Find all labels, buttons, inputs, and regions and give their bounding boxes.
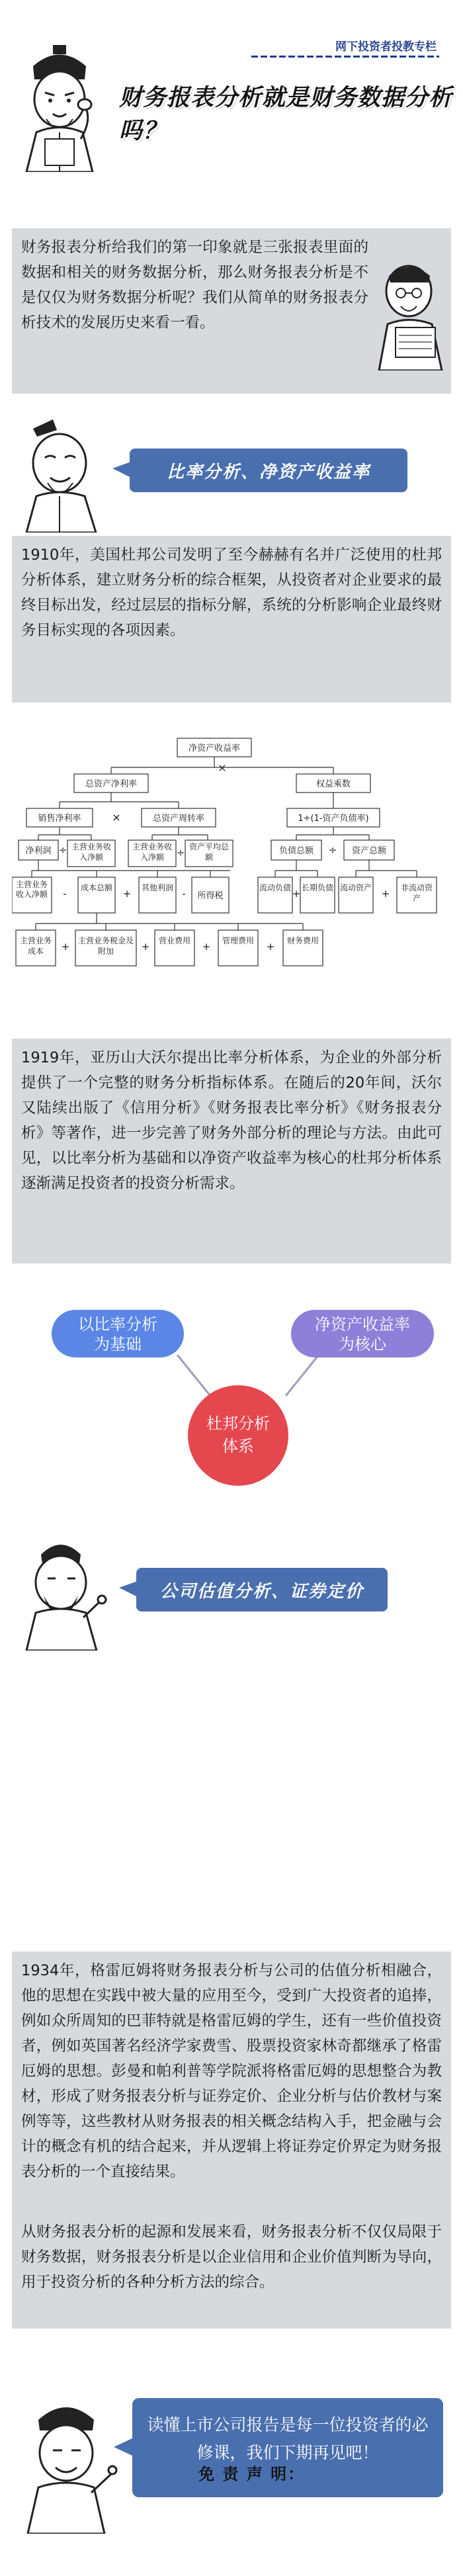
dupont-l4-a: 主营业务收入净额 [15, 880, 48, 899]
graham-history-panel [12, 1952, 451, 2329]
concept-left-line2: 为基础 [94, 1335, 142, 1353]
page-title: 财务报表分析就是财务数据分析吗？ [119, 85, 453, 144]
intro-text: 财务报表分析给我们的第一印象就是三张报表里面的数据和相关的财务数据分析，那么财务报表分析是不是仅仅为财务数据分析呢？我们从简单的财务报表分析技术的发展历史来看一看。 [21, 239, 368, 331]
dupont-l4-g-op: + [381, 888, 390, 900]
dupont-l3-d: 资产平均总额 [189, 842, 229, 862]
concept-right-line2: 为核心 [339, 1335, 386, 1353]
dupont-l5-a: 主营业务成本 [19, 936, 52, 956]
scholar-reading-icon [369, 255, 455, 370]
dupont-l5-b-op: + [141, 941, 150, 953]
concept-center-line2: 体系 [222, 1437, 254, 1455]
dupont-l4-a-op: - [63, 888, 67, 900]
dupont-l4-h: 非流动资产 [400, 883, 433, 903]
header [0, 0, 463, 192]
dupont-l5-d: 管理费用 [222, 936, 254, 945]
dupont-l3-e-op: ÷ [328, 844, 337, 856]
scholar-smiling-icon [13, 417, 112, 533]
dupont-history-panel [12, 536, 451, 703]
dupont-l3-e: 负债总额 [278, 846, 314, 856]
dupont-l3-c: 主营业务收入净额 [132, 842, 172, 862]
section-heading-valuation: 公司估值分析、证券定价 [136, 1568, 388, 1611]
dupont-l5-d-op: + [266, 941, 275, 953]
dupont-l4-g: 流动资产 [340, 883, 372, 892]
scholar-thinking-icon [7, 40, 112, 172]
dupont-l3-a-op: ÷ [58, 844, 67, 856]
dupont-l4-e-op: + [292, 888, 301, 900]
summary-text: 从财务报表分析的起源和发展来看，财务报表分析不仅仅局限于财务数据，财务报表分析是以企业信用和企业价值判断为导向，用于投资分析的各种分析方法的综合。 [21, 2223, 442, 2291]
concept-center-node [188, 1385, 288, 1486]
dupont-l3-f: 资产总额 [351, 846, 387, 856]
concept-left-line1: 以比率分析 [78, 1315, 157, 1334]
scholar-pointing-icon [13, 2395, 119, 2534]
dupont-l5-e: 财务费用 [286, 936, 319, 945]
dupont-l1-op: × [218, 761, 227, 774]
dupont-l4-d: 所得税 [197, 891, 224, 901]
concept-diagram [0, 1297, 463, 1495]
dupont-l1-right: 权益乘数 [316, 779, 351, 789]
dupont-l4-e: 流动负债 [259, 883, 291, 892]
dupont-l4-c-op: - [182, 888, 186, 900]
dupont-l5-b: 主营业务税金及附加 [77, 936, 134, 956]
scholar-bearded-icon [15, 1535, 114, 1651]
closing-quote: 读懂上市公司报告是每一位投资者的必修课，我们下期再见吧！ [132, 2398, 443, 2497]
dupont-l2-b: 总资产周转率 [152, 814, 205, 824]
dupont-l5-c-op: + [202, 941, 211, 953]
dupont-l3-c-op: ÷ [176, 847, 185, 859]
disclaimer-title: 免 责 声 明： [198, 2465, 306, 2483]
dupont-l2-op: × [112, 811, 121, 824]
wall-history-text: 1919年，亚历山大沃尔提出比率分析体系，为企业的外部分析提供了一个完整的财务分析指标体系。在随后的20年间，沃尔又陆续出版了《信用分析》《财务报表比率分析》《财务报表分析》等著作，进一步完善了财务外部分析的理论与方法。由此可见，以比率分析为基础和以净资产收益率为核心的杜邦分析体系逐渐满足投资者的投资分析需求。 [21, 1049, 442, 1192]
dupont-l2-a: 销售净利率 [38, 814, 81, 824]
dupont-root: 净资产收益率 [188, 744, 241, 753]
dupont-l2-c: 1÷(1-资产负债率) [298, 814, 369, 824]
header-underline [251, 56, 439, 58]
wall-history-panel [12, 1039, 451, 1264]
dupont-l1-left: 总资产净利率 [85, 779, 138, 789]
concept-right-line1: 净资产收益率 [315, 1315, 410, 1334]
column-tag: 网下投资者投教专栏 [335, 40, 437, 54]
intro-panel [12, 228, 451, 394]
section-heading-ratio: 比率分析、净资产收益率 [130, 449, 407, 492]
dupont-l5-a-op: + [61, 941, 70, 953]
dupont-l5-c: 营业费用 [158, 936, 190, 945]
concept-center-line1: 杜邦分析 [206, 1414, 270, 1433]
dupont-l3-b: 主营业务收入净额 [71, 842, 111, 862]
dupont-l4-b-op: + [122, 888, 132, 900]
dupont-l4-f: 长期负债 [302, 883, 333, 892]
dupont-tree-diagram [12, 721, 451, 979]
dupont-l4-c: 其他利润 [141, 883, 173, 892]
graham-history-text: 1934年，格雷厄姆将财务报表分析与公司的估值分析相融合，他的思想在实践中被大量的应用至今，受到广大投资者的追捧，例如众所周知的巴菲特就是格雷厄姆的学生，还有一些价值投资者，例如英国著名经济学家费雪、股票投资家林奇都继承了格雷厄姆的思想。彭曼和帕利普等学院派将格雷厄姆的思想整合为教材，形成了财务报表分析与证券定价、企业分析与估价教材与案例等等，这些教材从财务报表的相关概念结构入手，把金融与会计的概念有机的结合起来，并从逻辑上将证券定价界定为财务报表分析的一个直接结果。 [21, 1962, 442, 2180]
dupont-l3-a: 净利润 [25, 846, 52, 856]
dupont-history-text: 1910年，美国杜邦公司发明了至今赫赫有名并广泛使用的杜邦分析体系，建立财务分析的综合框架，从投资者对企业要求的最终目标出发，经过层层的指标分解，系统的分析影响企业最终财务目标实现的各项因素。 [21, 546, 442, 639]
dupont-l4-b: 成本总额 [80, 883, 112, 892]
